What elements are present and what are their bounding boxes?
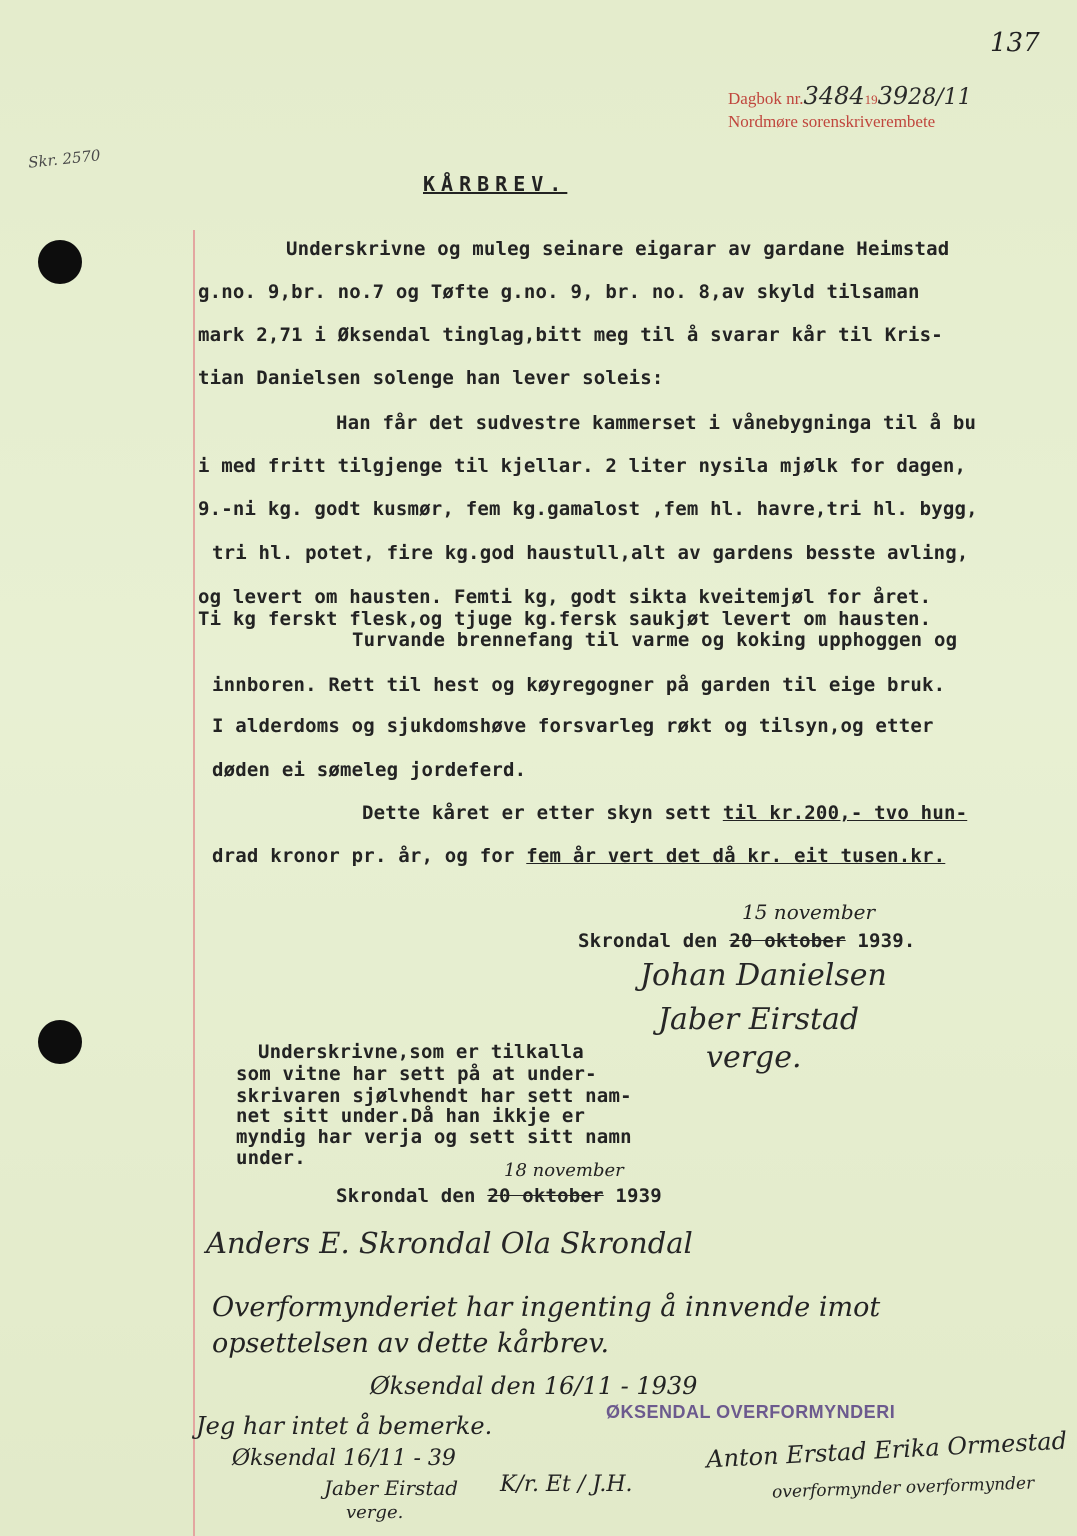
value-line-2 xyxy=(212,845,945,867)
value-line-1-underlined: til kr.200,- tvo hun- xyxy=(722,802,968,824)
witness-signatures: Anders E. Skrondal Ola Skrondal xyxy=(206,1226,693,1260)
body-line-8: tri hl. potet, fire kg.god haustull,alt av gardens besste avling, xyxy=(212,542,969,564)
body-line-4: tian Danielsen solenge han lever soleis: xyxy=(198,367,664,389)
value-line-1 xyxy=(362,802,967,824)
body-line-6: i med fritt tilgjenge til kjellar. 2 liter nysila mjølk for dagen, xyxy=(198,455,967,477)
date1-year: 1939. xyxy=(845,930,916,952)
margin-line xyxy=(193,230,195,1536)
punch-hole-top xyxy=(38,240,82,284)
page-number: 137 xyxy=(990,28,1040,58)
overformynder-titles: overformynder overformynder xyxy=(771,1473,1035,1503)
body-line-5: Han får det sudvestre kammerset i vånebygninga til å bu xyxy=(336,412,977,434)
witness-line-5: myndig har verja og sett sitt namn xyxy=(236,1126,632,1148)
witness-line-1: Underskrivne,som er tilkalla xyxy=(258,1041,584,1063)
court-name: Nordmøre sorenskriverembete xyxy=(728,112,936,131)
value-line-1-text: Dette kåret er etter skyn sett xyxy=(362,802,723,824)
year-prefix: 19 xyxy=(864,92,878,107)
dagbok-label: Dagbok nr. xyxy=(728,89,804,108)
margin-note: Skr. 2570 xyxy=(27,146,102,172)
witness-line-4: net sitt under.Då han ikkje er xyxy=(236,1105,586,1127)
no-remarks-date: Øksendal 16/11 - 39 xyxy=(232,1446,456,1471)
dagbok-number: 3484 xyxy=(803,82,865,110)
no-remarks-signature-title: verge. xyxy=(346,1502,404,1523)
overformynderi-stamp: ØKSENDAL OVERFORMYNDERI xyxy=(606,1402,896,1422)
witness-line-2: som vitne har sett på at under- xyxy=(236,1063,597,1085)
value-line-2-text: drad kronor pr. år, og for xyxy=(212,845,527,867)
date2-prefix: Skrondal den xyxy=(336,1185,488,1207)
date-line-1 xyxy=(578,930,916,952)
overformynder-note-line-2: opsettelsen av dette kårbrev. xyxy=(212,1328,610,1359)
overformynder-note-line-1: Overformynderiet har ingenting å innvende imot xyxy=(212,1292,881,1323)
body-line-1: Underskrivne og muleg seinare eigarar av gardane Heimstad xyxy=(286,238,950,260)
overformynder-signatures: Anton Erstad Erika Ormestad xyxy=(705,1426,1068,1474)
overformynder-date: Øksendal den 16/11 - 1939 xyxy=(370,1372,698,1400)
body-line-2: g.no. 9,br. no.7 og Tøfte g.no. 9, br. no. 8,av skyld tilsaman xyxy=(198,281,920,303)
punch-hole-bottom xyxy=(38,1020,82,1064)
date1-struck: 20 oktober xyxy=(729,930,846,952)
body-line-14: døden ei sømeleg jordeferd. xyxy=(212,759,527,781)
stamp-date: 28/11 xyxy=(908,85,972,110)
date1-handwritten: 15 november xyxy=(742,900,876,924)
signature-johan-danielsen: Johan Danielsen xyxy=(640,958,887,993)
date2-struck: 20 oktober xyxy=(487,1185,604,1207)
date-line-2 xyxy=(336,1185,662,1207)
witness-line-6: under. xyxy=(236,1147,306,1169)
body-line-7: 9.-ni kg. godt kusmør, fem kg.gamalost ,fem hl. havre,tri hl. bygg, xyxy=(198,498,978,520)
signature-verge-title: verge. xyxy=(706,1040,802,1075)
witness-line-3: skrivaren sjølvhendt har sett nam- xyxy=(236,1085,632,1107)
value-line-2-underlined: fem år vert det då kr. eit tusen.kr. xyxy=(526,845,946,867)
year-suffix: 39 xyxy=(877,82,909,110)
document-title: KÅRBREV. xyxy=(423,172,568,196)
body-line-11: Turvande brennefang til varme og koking upphoggen og xyxy=(352,629,958,651)
body-line-3: mark 2,71 i Øksendal tinglag,bitt meg til å svarar kår til Kris- xyxy=(198,324,943,346)
body-line-13: I alderdoms og sjukdomshøve forsvarleg røkt og tilsyn,og etter xyxy=(212,715,934,737)
body-line-12: innboren. Rett til hest og køyregogner på garden til eige bruk. xyxy=(212,674,946,696)
header-stamp xyxy=(728,82,972,132)
date2-handwritten: 18 november xyxy=(504,1160,624,1181)
initials: K/r. Et / J.H. xyxy=(500,1472,633,1497)
signature-verge: Jaber Eirstad xyxy=(658,1002,860,1037)
no-remarks-note: Jeg har intet å bemerke. xyxy=(196,1412,493,1440)
date1-prefix: Skrondal den xyxy=(578,930,730,952)
body-line-10: Ti kg ferskt flesk,og tjuge kg.fersk saukjøt levert om hausten. xyxy=(198,608,932,630)
body-line-9: og levert om hausten. Femti kg, godt sikta kveitemjøl for året. xyxy=(198,586,932,608)
no-remarks-signature: Jaber Eirstad xyxy=(324,1476,459,1500)
date2-year: 1939 xyxy=(603,1185,662,1207)
